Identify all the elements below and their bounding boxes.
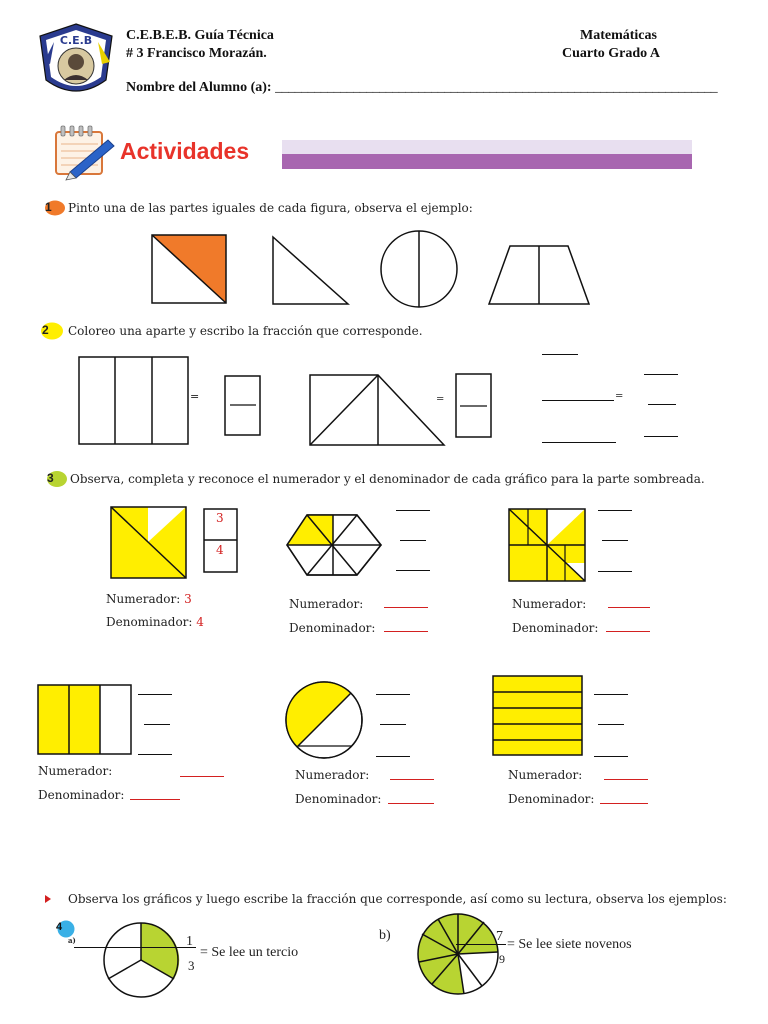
q3-striped-denominador-blank[interactable] [600, 803, 648, 804]
q2-number: 2 [42, 323, 49, 337]
q2-blank-numerator[interactable] [542, 354, 578, 355]
q2-blank-denominator[interactable] [542, 442, 616, 443]
q3-striped-blank-3[interactable] [594, 756, 628, 757]
grade-label: Cuarto Grado A [562, 46, 660, 61]
q3-circle-denominador-blank[interactable] [388, 803, 434, 804]
q2-fraction-box-2[interactable] [455, 373, 493, 439]
notebook-pen-icon [50, 122, 120, 182]
q3-example-denominador-row [106, 615, 204, 629]
school-name-line1: C.E.B.E.B. Guía Técnica [126, 28, 274, 43]
student-name-blank[interactable]: ____________________________________________________________________ [275, 80, 718, 95]
q1-instruction: Pinto una de las partes iguales de cada figura, observa el ejemplo: [68, 201, 473, 215]
q3-grid-blank-3[interactable] [598, 571, 632, 572]
q2-blank-right-top[interactable] [644, 374, 678, 375]
q3-example-square [110, 506, 188, 580]
q3-example-box-denominator: 4 [216, 543, 224, 557]
school-name-line2: # 3 Francisco Morazán. [126, 46, 267, 61]
q4-b-reading: = Se lee siete novenos [507, 937, 632, 952]
q3-grid-square[interactable] [508, 508, 586, 584]
q3-grid-denominador-label: Denominador: [512, 621, 599, 635]
q3-example-numerador-value: 3 [184, 592, 192, 606]
q3-example-denominador-value: 4 [196, 615, 204, 629]
q3-circle-half[interactable] [284, 680, 364, 760]
q2-blank-right-middle[interactable] [648, 404, 676, 405]
q2-blank-right-bottom[interactable] [644, 436, 678, 437]
banner-bar-top [282, 140, 692, 154]
q3-striped-numerador-label: Numerador: [508, 768, 583, 782]
q3-striped-numerador-blank[interactable] [604, 779, 648, 780]
q3-hexagon-denominador-blank[interactable] [384, 631, 428, 632]
q4-a-denominator: 3 [188, 958, 195, 973]
q4-b-numerator: 7 [496, 929, 503, 944]
q3-striped-blank-2[interactable] [598, 724, 624, 725]
subject-label: Matemáticas [580, 28, 657, 43]
q2-rectangle-thirds[interactable] [78, 356, 190, 446]
q3-circle-numerador-label: Numerador: [295, 768, 370, 782]
q3-thirds-blank-3[interactable] [138, 754, 172, 755]
q3-grid-numerador-label: Numerador: [512, 597, 587, 611]
q3-thirds-denominador-blank[interactable] [130, 799, 180, 800]
q3-circle-blank-2[interactable] [380, 724, 406, 725]
q1-trapezoid[interactable] [488, 245, 590, 307]
q4-a-circle [102, 922, 182, 1000]
q3-thirds-rectangle[interactable] [37, 684, 133, 756]
q3-circle-denominador-label: Denominador: [295, 792, 382, 806]
q3-hexagon[interactable] [285, 513, 383, 577]
q1-number: 1 [45, 200, 52, 214]
q2-fraction-box-1[interactable] [224, 375, 262, 437]
section-title: Actividades [120, 138, 250, 164]
q4-b-circle [416, 912, 500, 996]
q3-thirds-blank-2[interactable] [144, 724, 170, 725]
q2-equals-1: = [190, 390, 200, 403]
q3-thirds-denominador-label: Denominador: [38, 788, 125, 802]
denominador-label: Denominador: [106, 615, 193, 629]
q3-instruction: Observa, completa y reconoce el numerador y el denominador de cada gráfico para la parte sombreada. [70, 472, 705, 486]
q3-hexagon-numerador-label: Numerador: [289, 597, 364, 611]
student-name-label: Nombre del Alumno (a): [126, 80, 276, 95]
q1-square-example [151, 234, 227, 304]
q3-grid-blank-2[interactable] [602, 540, 628, 541]
q3-circle-numerador-blank[interactable] [390, 779, 434, 780]
q3-hexagon-blank-1[interactable] [396, 510, 430, 511]
q3-grid-blank-1[interactable] [598, 510, 632, 511]
q3-circle-blank-1[interactable] [376, 694, 410, 695]
q3-circle-blank-3[interactable] [376, 756, 410, 757]
q3-thirds-numerador-label: Numerador: [38, 764, 113, 778]
q3-hexagon-blank-3[interactable] [396, 570, 430, 571]
q4-a-reading: = Se lee un tercio [200, 945, 299, 960]
student-name-row [126, 80, 717, 96]
q3-hexagon-blank-2[interactable] [400, 540, 426, 541]
q3-example-numerador-row [106, 592, 192, 606]
q2-equals-3: = [615, 391, 624, 402]
school-logo [36, 22, 116, 102]
q3-grid-numerador-blank[interactable] [608, 607, 650, 608]
q4-a-label: a) [68, 936, 76, 945]
q3-example-box-numerator: 3 [216, 511, 224, 525]
q3-striped-blank-1[interactable] [594, 694, 628, 695]
q3-number: 3 [47, 471, 54, 485]
q3-grid-denominador-blank[interactable] [606, 631, 650, 632]
banner-bar-bottom [282, 154, 692, 169]
q4-number: 4 [56, 921, 63, 933]
q4-a-numerator: 1 [186, 934, 193, 949]
q4-b-denominator: 9 [499, 952, 505, 966]
q3-hexagon-denominador-label: Denominador: [289, 621, 376, 635]
q4-instruction: Observa los gráficos y luego escribe la fracción que corresponde, así como su lectura, observa los ejemplos: [68, 892, 727, 906]
q3-striped-denominador-label: Denominador: [508, 792, 595, 806]
q4-red-bullet [44, 894, 52, 904]
logo-text: C.E.B [59, 34, 93, 47]
q4-b-label: b) [379, 928, 391, 943]
numerador-label: Numerador: [106, 592, 181, 606]
q2-instruction: Coloreo una aparte y escribo la fracción que corresponde. [68, 324, 423, 338]
q3-striped-rectangle[interactable] [492, 675, 584, 757]
q4-a-fraction-line [74, 947, 196, 948]
q2-equals-2: = [436, 394, 445, 405]
q2-triangles-figure[interactable] [308, 373, 446, 447]
q3-thirds-numerador-blank[interactable] [180, 776, 224, 777]
q2-blank-fraction-bar[interactable] [542, 400, 614, 401]
q1-circle[interactable] [379, 229, 459, 309]
q3-hexagon-numerador-blank[interactable] [384, 607, 428, 608]
q3-thirds-blank-1[interactable] [138, 694, 172, 695]
q1-right-triangle[interactable] [272, 236, 350, 306]
